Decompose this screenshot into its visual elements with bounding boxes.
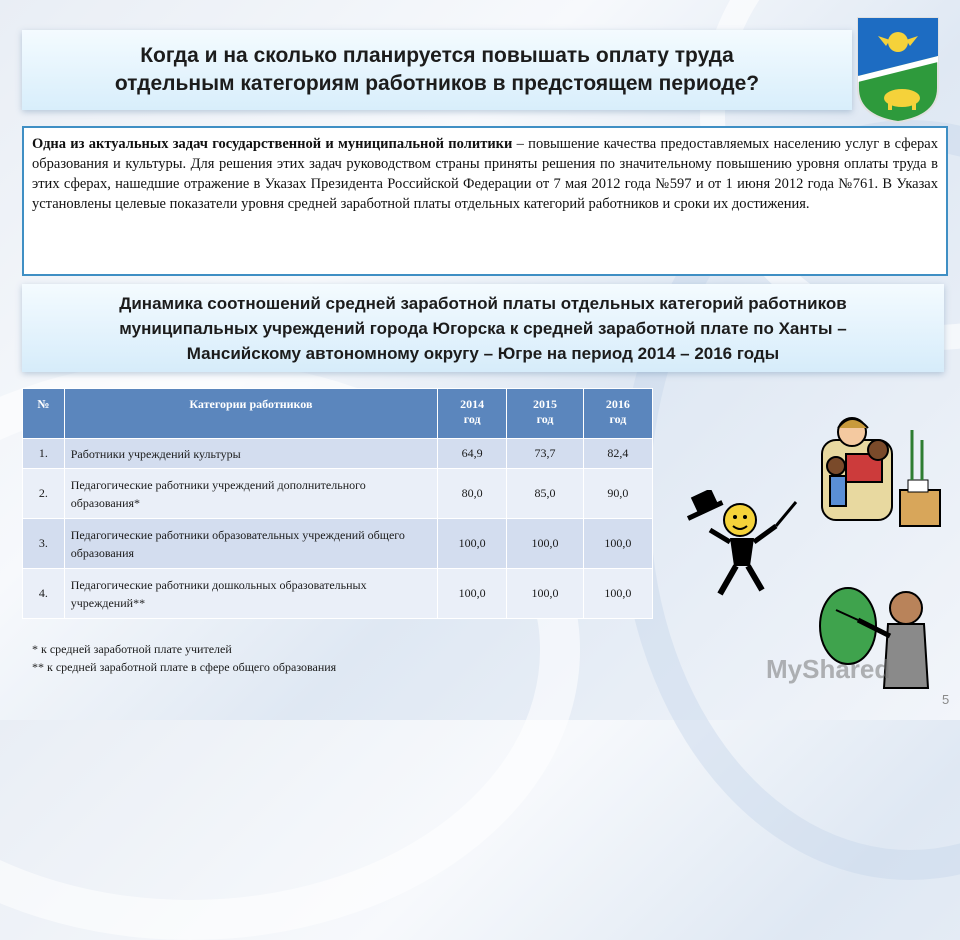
row-category: Педагогические работники дошкольных образовательных учреждений** xyxy=(64,569,437,619)
table-title-box xyxy=(22,284,944,372)
family-reading-clipart-icon xyxy=(816,410,946,550)
page-number: 5 xyxy=(942,692,950,707)
row-value-2016: 100,0 xyxy=(583,569,652,619)
row-value-2015: 100,0 xyxy=(507,519,584,569)
row-value-2015: 85,0 xyxy=(507,469,584,519)
header-2014 xyxy=(438,389,507,439)
header-2016 xyxy=(583,389,652,439)
title-line-2: отдельным категориям работников в предстоящем периоде? xyxy=(114,72,760,95)
row-value-2015: 73,7 xyxy=(507,439,584,469)
slide-title xyxy=(115,42,759,98)
row-value-2015: 100,0 xyxy=(507,569,584,619)
footnotes xyxy=(32,640,336,676)
table-row xyxy=(23,569,653,619)
header-2016-year: 2016 xyxy=(605,397,630,411)
header-2015 xyxy=(507,389,584,439)
dancer-clipart-icon xyxy=(684,490,804,600)
slide-title-box xyxy=(22,30,852,110)
header-2014-suffix: год xyxy=(463,412,481,426)
intro-text-box xyxy=(22,126,948,276)
city-emblem-icon xyxy=(856,16,940,124)
table-row xyxy=(23,519,653,569)
header-2015-suffix: год xyxy=(536,412,554,426)
row-value-2016: 90,0 xyxy=(583,469,652,519)
row-category: Педагогические работники образовательных учреждений общего образования xyxy=(64,519,437,569)
intro-text xyxy=(32,136,938,212)
table-title-line-1: Динамика соотношений средней заработной платы отдельных категорий работников xyxy=(119,293,847,313)
title-line-1: Когда и на сколько планируется повышать оплату труда xyxy=(140,44,734,67)
table-row xyxy=(23,439,653,469)
row-num: 4. xyxy=(23,569,65,619)
row-value-2014: 64,9 xyxy=(438,439,507,469)
header-2015-year: 2015 xyxy=(533,397,558,411)
header-num: № xyxy=(23,389,65,439)
row-num: 1. xyxy=(23,439,65,469)
header-2014-year: 2014 xyxy=(460,397,485,411)
table-title xyxy=(119,291,846,366)
row-category: Педагогические работники учреждений дополнительного образования* xyxy=(64,469,437,519)
row-value-2016: 82,4 xyxy=(583,439,652,469)
row-value-2014: 80,0 xyxy=(438,469,507,519)
intro-body: – повышение качества предоставляемых населению услуг в сферах образования и культуры. Для решения этих задач руководством страны приняты решения по значительному повышению уровня оплаты труда в этих сферах, нашедшие отражение в Указах Президента Российской Федерации от 7 мая 2012 года №597 и от 1 июня 2012 года №761. В Указах установлены целевые показатели уровня средней заработной платы отдельных категорий работников и сроки их достижения. xyxy=(32,136,938,212)
footnote-1: * к средней заработной плате учителей xyxy=(32,642,232,656)
header-category: Категории работников xyxy=(64,389,437,439)
salary-ratio-table xyxy=(22,388,653,619)
row-category: Работники учреждений культуры xyxy=(64,439,437,469)
row-num: 2. xyxy=(23,469,65,519)
row-value-2016: 100,0 xyxy=(583,519,652,569)
row-value-2014: 100,0 xyxy=(438,519,507,569)
footnote-2: ** к средней заработной плате в сфере общего образования xyxy=(32,660,337,674)
row-value-2014: 100,0 xyxy=(438,569,507,619)
table-title-line-3: Мансийскому автономному округу – Югре на период 2014 – 2016 годы xyxy=(186,343,780,363)
table-header-row xyxy=(23,389,653,439)
intro-bold-lead: Одна из актуальных задач государственной и муниципальной политики xyxy=(32,136,513,152)
table-title-line-2: муниципальных учреждений города Югорска к средней заработной плате по Ханты – xyxy=(119,318,847,338)
watermark-text: MyShared xyxy=(766,654,891,684)
row-num: 3. xyxy=(23,519,65,569)
header-2016-suffix: год xyxy=(609,412,627,426)
table-row xyxy=(23,469,653,519)
